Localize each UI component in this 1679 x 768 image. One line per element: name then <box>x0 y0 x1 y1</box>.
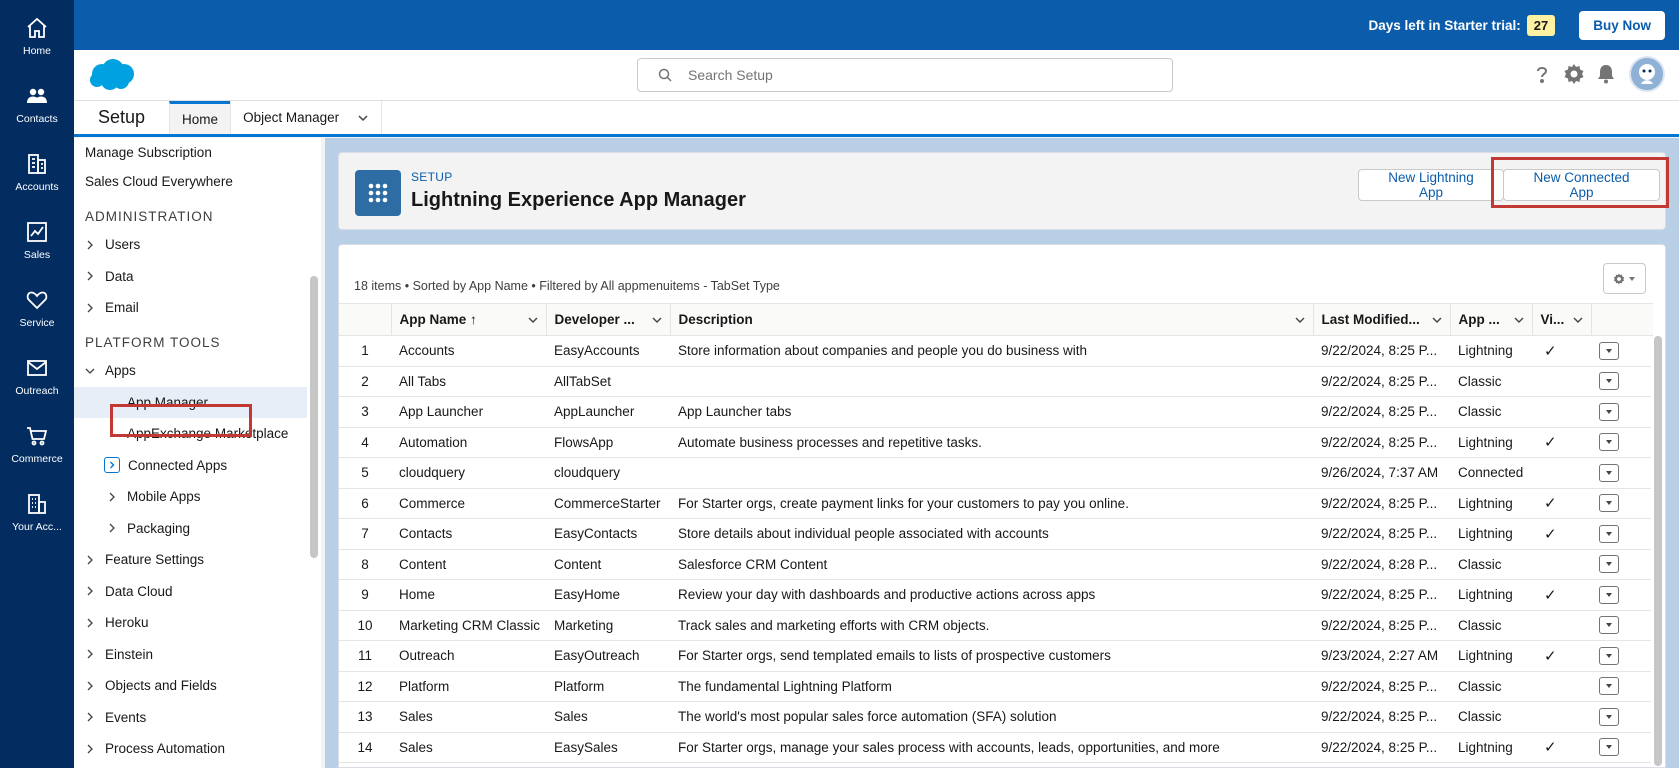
chevron-down-icon[interactable] <box>1513 314 1525 326</box>
new-lightning-app-button[interactable]: New Lightning App <box>1358 169 1504 201</box>
col-app-name[interactable] <box>391 304 546 336</box>
visible-cell: ✓ <box>1532 580 1591 611</box>
row-actions-button[interactable] <box>1599 647 1619 665</box>
row-actions-cell <box>1591 641 1653 672</box>
sidebar-tree <box>74 138 310 765</box>
sidebar-item-appexchange-marketplace[interactable] <box>74 418 310 450</box>
description-cell: For Starter orgs, send templated emails to lists of prospective customers <box>670 641 1313 672</box>
page-eyebrow: SETUP <box>411 170 453 184</box>
trial-bar <box>74 0 1679 50</box>
chevron-down-icon[interactable] <box>83 364 97 378</box>
chevron-down-icon <box>1605 621 1613 629</box>
row-number: 9 <box>339 580 391 611</box>
description-cell: Store information about companies and people you do business with <box>670 336 1313 367</box>
table-row <box>339 397 1653 428</box>
last-modified-cell: 9/22/2024, 8:25 P... <box>1313 366 1450 397</box>
developer-name-cell: EasyHome <box>546 580 670 611</box>
row-number: 6 <box>339 488 391 519</box>
row-number: 1 <box>339 336 391 367</box>
apps-table <box>339 303 1653 763</box>
app-name-cell: Accounts <box>391 336 546 367</box>
app-name-cell: App Launcher <box>391 397 546 428</box>
app-name-cell: All Tabs <box>391 366 546 397</box>
row-number: 12 <box>339 671 391 702</box>
rail-your-account[interactable] <box>0 478 74 546</box>
developer-name-cell: AppLauncher <box>546 397 670 428</box>
tab-object-manager[interactable] <box>230 101 382 134</box>
row-actions-cell <box>1591 732 1653 763</box>
new-connected-app-button[interactable]: New Connected App <box>1503 169 1660 201</box>
chevron-right-icon[interactable] <box>83 238 97 252</box>
sidebar-item-label: Mobile Apps <box>127 489 201 505</box>
header-utility-icons <box>1521 56 1665 92</box>
col-visible[interactable] <box>1532 304 1591 336</box>
chevron-down-icon[interactable] <box>1431 314 1443 326</box>
col-label: App Name ↑ <box>399 312 477 327</box>
developer-name-cell: EasyContacts <box>546 519 670 550</box>
sidebar-item-label: Objects and Fields <box>105 678 217 694</box>
col-app-type[interactable] <box>1450 304 1532 336</box>
chevron-down-icon <box>1628 275 1636 283</box>
gear-icon[interactable] <box>1563 63 1585 85</box>
avatar[interactable] <box>1629 56 1665 92</box>
rail-outreach-label: Outreach <box>15 384 59 397</box>
page-header <box>338 152 1666 230</box>
row-number: 2 <box>339 366 391 397</box>
row-actions-button[interactable] <box>1599 525 1619 543</box>
row-actions-button[interactable] <box>1599 677 1619 695</box>
app-rail <box>0 0 74 768</box>
app-name-cell: Marketing CRM Classic <box>391 610 546 641</box>
row-actions-button[interactable] <box>1599 555 1619 573</box>
page-title: Lightning Experience App Manager <box>411 189 746 211</box>
rail-your-account-label: Your Acc... <box>12 520 62 533</box>
description-cell: The world's most popular sales force automation (SFA) solution <box>670 702 1313 733</box>
main-content <box>325 138 1679 768</box>
row-actions-button[interactable] <box>1599 433 1619 451</box>
row-actions-cell <box>1591 366 1653 397</box>
accounts-icon <box>25 152 49 176</box>
rail-contacts-label: Contacts <box>16 112 58 125</box>
chevron-down-icon <box>1605 377 1613 385</box>
chevron-right-icon[interactable] <box>83 679 97 693</box>
app-type-cell: Classic <box>1450 702 1532 733</box>
app-type-cell: Classic <box>1450 671 1532 702</box>
row-actions-cell <box>1591 488 1653 519</box>
chevron-down-icon <box>1605 591 1613 599</box>
chevron-right-icon[interactable] <box>83 269 97 283</box>
sidebar-item-label: Einstein <box>105 646 154 662</box>
rail-service[interactable] <box>0 274 74 342</box>
row-actions-button[interactable] <box>1599 586 1619 604</box>
row-actions-button[interactable] <box>1599 738 1619 756</box>
setup-title: Setup <box>98 107 146 127</box>
chevron-down-icon <box>1605 347 1613 355</box>
rail-home-label: Home <box>22 44 51 57</box>
row-actions-cell <box>1591 427 1653 458</box>
row-actions-button[interactable] <box>1599 372 1619 390</box>
row-number: 11 <box>339 641 391 672</box>
chevron-right-icon[interactable] <box>83 553 97 567</box>
sidebar-item-heroku[interactable] <box>74 607 310 639</box>
chevron-down-icon[interactable] <box>1294 314 1306 326</box>
col-description[interactable] <box>670 304 1313 336</box>
app-name-cell: Sales <box>391 702 546 733</box>
visible-cell <box>1532 366 1591 397</box>
setup-sidebar <box>74 138 310 768</box>
service-icon <box>25 288 49 312</box>
sidebar-item-label: Events <box>105 709 147 725</box>
rail-sales[interactable] <box>0 206 74 274</box>
sidebar-heading-administration: ADMINISTRATION <box>85 208 214 224</box>
row-actions-cell <box>1591 549 1653 580</box>
table-row <box>339 458 1653 489</box>
app-type-cell: Lightning <box>1450 580 1532 611</box>
chevron-down-icon[interactable] <box>1572 314 1584 326</box>
row-actions-button[interactable] <box>1599 494 1619 512</box>
developer-name-cell: FlowsApp <box>546 427 670 458</box>
row-actions-cell <box>1591 702 1653 733</box>
row-actions-cell <box>1591 671 1653 702</box>
chevron-down-icon <box>1605 469 1613 477</box>
last-modified-cell: 9/22/2024, 8:25 P... <box>1313 610 1450 641</box>
table-row <box>339 488 1653 519</box>
visible-cell: ✓ <box>1532 336 1591 367</box>
chevron-right-icon[interactable] <box>83 710 97 724</box>
last-modified-cell: 9/22/2024, 8:25 P... <box>1313 427 1450 458</box>
col-row-number <box>339 304 391 336</box>
contacts-icon <box>25 84 49 108</box>
col-actions <box>1591 304 1653 336</box>
row-actions-cell <box>1591 580 1653 611</box>
visible-cell <box>1532 671 1591 702</box>
last-modified-cell: 9/23/2024, 2:27 AM <box>1313 641 1450 672</box>
description-cell: For Starter orgs, create payment links for your customers to pay you online. <box>670 488 1313 519</box>
last-modified-cell: 9/22/2024, 8:25 P... <box>1313 336 1450 367</box>
visible-cell <box>1532 549 1591 580</box>
search-icon <box>658 68 672 82</box>
sidebar-item-label: Apps <box>105 363 136 379</box>
last-modified-cell: 9/22/2024, 8:25 P... <box>1313 580 1450 611</box>
chevron-down-icon <box>1605 438 1613 446</box>
row-actions-button[interactable] <box>1599 616 1619 634</box>
chevron-right-icon[interactable] <box>83 301 97 315</box>
setup-search[interactable] <box>637 58 1173 92</box>
sidebar-item-label: Process Automation <box>105 741 226 757</box>
description-cell: Salesforce CRM Content <box>670 549 1313 580</box>
sidebar-item-label: Sales Cloud Everywhere <box>85 174 233 190</box>
row-number: 13 <box>339 702 391 733</box>
rail-outreach[interactable] <box>0 342 74 410</box>
row-number: 14 <box>339 732 391 763</box>
description-cell: The fundamental Lightning Platform <box>670 671 1313 702</box>
sidebar-item-app-manager[interactable] <box>74 387 310 419</box>
row-number: 4 <box>339 427 391 458</box>
sidebar-item-email[interactable] <box>74 292 310 324</box>
sidebar-item-label: Heroku <box>105 615 149 631</box>
visible-cell <box>1532 397 1591 428</box>
description-cell: Track sales and marketing efforts with CRM objects. <box>670 610 1313 641</box>
app-launcher-icon <box>355 170 401 216</box>
rail-home[interactable] <box>0 2 74 70</box>
tab-home[interactable] <box>169 101 230 134</box>
description-cell: App Launcher tabs <box>670 397 1313 428</box>
col-label: Vi... <box>1540 312 1565 327</box>
list-settings-button[interactable] <box>1603 263 1646 294</box>
sidebar-item-label: Email <box>105 300 139 316</box>
col-developer-name[interactable] <box>546 304 670 336</box>
developer-name-cell: AllTabSet <box>546 366 670 397</box>
table-row <box>339 336 1653 367</box>
commerce-icon <box>25 424 49 448</box>
sidebar-item-objects-and-fields[interactable] <box>74 670 310 702</box>
row-number: 8 <box>339 549 391 580</box>
last-modified-cell: 9/22/2024, 8:25 P... <box>1313 397 1450 428</box>
table-header-row <box>339 304 1653 336</box>
rail-accounts-label: Accounts <box>15 180 59 193</box>
app-type-cell: Classic <box>1450 610 1532 641</box>
table-body <box>339 336 1653 763</box>
chevron-down-icon <box>1605 408 1613 416</box>
last-modified-cell: 9/22/2024, 8:28 P... <box>1313 549 1450 580</box>
home-icon <box>25 16 49 40</box>
developer-name-cell: Sales <box>546 702 670 733</box>
app-type-cell: Lightning <box>1450 732 1532 763</box>
table-row <box>339 610 1653 641</box>
visible-cell <box>1532 702 1591 733</box>
visible-cell: ✓ <box>1532 641 1591 672</box>
app-type-cell: Classic <box>1450 366 1532 397</box>
chevron-right-icon[interactable] <box>105 490 119 504</box>
last-modified-cell: 9/22/2024, 8:25 P... <box>1313 519 1450 550</box>
chevron-down-icon <box>1605 682 1613 690</box>
app-name-cell: Contacts <box>391 519 546 550</box>
chevron-down-icon <box>1605 743 1613 751</box>
app-type-cell: Lightning <box>1450 488 1532 519</box>
salesforce-logo[interactable] <box>88 58 138 95</box>
chevron-down-icon[interactable] <box>527 314 539 326</box>
tab-object-manager-label: Object Manager <box>243 110 340 125</box>
chevron-down-icon <box>1605 560 1613 568</box>
bell-icon[interactable] <box>1595 63 1617 85</box>
app-name-cell: Home <box>391 580 546 611</box>
app-name-cell: Automation <box>391 427 546 458</box>
visible-cell <box>1532 610 1591 641</box>
developer-name-cell: Content <box>546 549 670 580</box>
row-actions-cell <box>1591 610 1653 641</box>
sidebar-heading-platform-tools: PLATFORM TOOLS <box>85 334 221 350</box>
rail-commerce-label: Commerce <box>11 452 63 465</box>
chevron-right-icon[interactable] <box>83 584 97 598</box>
trial-days-badge: 27 <box>1527 15 1555 36</box>
sidebar-item-process-automation[interactable] <box>74 733 310 765</box>
last-modified-cell: 9/22/2024, 8:25 P... <box>1313 671 1450 702</box>
visible-cell <box>1532 458 1591 489</box>
table-row <box>339 580 1653 611</box>
rail-sales-label: Sales <box>23 248 51 261</box>
sidebar-item-data[interactable] <box>74 261 310 293</box>
tab-home-label: Home <box>182 111 219 127</box>
rail-service-label: Service <box>19 316 55 329</box>
help-icon[interactable] <box>1531 63 1553 85</box>
col-label: Last Modified... <box>1321 312 1420 327</box>
table-row <box>339 519 1653 550</box>
table-row <box>339 366 1653 397</box>
sidebar-item-sales-cloud-everywhere[interactable] <box>74 166 310 198</box>
developer-name-cell: EasySales <box>546 732 670 763</box>
row-number: 5 <box>339 458 391 489</box>
app-name-cell: Outreach <box>391 641 546 672</box>
row-actions-cell <box>1591 458 1653 489</box>
trial-text: Days left in Starter trial: <box>1368 17 1521 33</box>
chevron-right-icon[interactable] <box>105 521 119 535</box>
app-name-cell: Sales <box>391 732 546 763</box>
developer-name-cell: cloudquery <box>546 458 670 489</box>
description-cell: Review your day with dashboards and productive actions across apps <box>670 580 1313 611</box>
chevron-right-icon[interactable] <box>83 616 97 630</box>
sidebar-item-label: Manage Subscription <box>85 144 212 160</box>
sidebar-item-label: Users <box>105 237 141 253</box>
last-modified-cell: 9/22/2024, 8:25 P... <box>1313 488 1450 519</box>
app-type-cell: Lightning <box>1450 427 1532 458</box>
visible-cell: ✓ <box>1532 519 1591 550</box>
app-type-cell: Classic <box>1450 397 1532 428</box>
description-cell <box>670 366 1313 397</box>
sidebar-item-mobile-apps[interactable] <box>74 481 310 513</box>
description-cell: For Starter orgs, manage your sales process with accounts, leads, opportunities, and more <box>670 732 1313 763</box>
last-modified-cell: 9/26/2024, 7:37 AM <box>1313 458 1450 489</box>
row-actions-cell <box>1591 397 1653 428</box>
col-last-modified[interactable] <box>1313 304 1450 336</box>
chevron-down-icon <box>1605 530 1613 538</box>
last-modified-cell: 9/22/2024, 8:25 P... <box>1313 732 1450 763</box>
row-actions-cell <box>1591 336 1653 367</box>
col-label: Developer ... <box>554 312 635 327</box>
developer-name-cell: CommerceStarter <box>546 488 670 519</box>
chevron-right-icon[interactable] <box>83 742 97 756</box>
developer-name-cell: Marketing <box>546 610 670 641</box>
sidebar-item-label: Connected Apps <box>128 457 228 473</box>
chevron-right-icon[interactable] <box>104 457 120 473</box>
table-scrollbar-thumb[interactable] <box>1654 336 1662 766</box>
sidebar-item-label: AppExchange Marketplace <box>127 426 289 442</box>
table-row <box>339 702 1653 733</box>
list-meta: 18 items • Sorted by App Name • Filtered by All appmenuitems - TabSet Type <box>354 279 780 293</box>
visible-cell: ✓ <box>1532 427 1591 458</box>
buy-now-button[interactable]: Buy Now <box>1579 11 1665 40</box>
sidebar-item-label: Data Cloud <box>105 583 173 599</box>
row-number: 10 <box>339 610 391 641</box>
developer-name-cell: EasyAccounts <box>546 336 670 367</box>
table-scrollbar[interactable] <box>1651 336 1665 768</box>
col-label: Description <box>678 312 753 327</box>
app-name-cell: Commerce <box>391 488 546 519</box>
chevron-down-icon <box>1605 499 1613 507</box>
sidebar-item-label: Packaging <box>127 520 191 536</box>
app-type-cell: Connected <box>1450 458 1532 489</box>
sidebar-item-events[interactable] <box>74 702 310 734</box>
rail-contacts[interactable] <box>0 70 74 138</box>
table-row <box>339 549 1653 580</box>
row-actions-button[interactable] <box>1599 342 1619 360</box>
app-type-cell: Lightning <box>1450 519 1532 550</box>
global-header <box>74 50 1679 101</box>
sidebar-item-label: App Manager <box>127 394 209 410</box>
row-number: 7 <box>339 519 391 550</box>
chevron-down-icon[interactable] <box>651 314 663 326</box>
last-modified-cell: 9/22/2024, 8:25 P... <box>1313 702 1450 733</box>
search-input[interactable] <box>688 67 1128 83</box>
table-row <box>339 732 1653 763</box>
row-actions-button[interactable] <box>1599 464 1619 482</box>
app-name-cell: Platform <box>391 671 546 702</box>
sidebar-item-manage-subscription[interactable] <box>74 138 310 166</box>
app-name-cell: cloudquery <box>391 458 546 489</box>
col-label: App ... <box>1458 312 1500 327</box>
developer-name-cell: Platform <box>546 671 670 702</box>
sidebar-item-label: Feature Settings <box>105 552 205 568</box>
description-cell: Automate business processes and repetitive tasks. <box>670 427 1313 458</box>
app-type-cell: Lightning <box>1450 641 1532 672</box>
sidebar-item-users[interactable] <box>74 229 310 261</box>
app-type-cell: Classic <box>1450 549 1532 580</box>
description-cell: Store details about individual people associated with accounts <box>670 519 1313 550</box>
table-row <box>339 427 1653 458</box>
sidebar-item-packaging[interactable] <box>74 513 310 545</box>
row-actions-button[interactable] <box>1599 708 1619 726</box>
visible-cell: ✓ <box>1532 488 1591 519</box>
row-actions-button[interactable] <box>1599 403 1619 421</box>
developer-name-cell: EasyOutreach <box>546 641 670 672</box>
chevron-right-icon[interactable] <box>83 647 97 661</box>
chevron-down-icon <box>1605 652 1613 660</box>
sidebar-item-feature-settings[interactable] <box>74 544 310 576</box>
your-account-icon <box>25 492 49 516</box>
description-cell <box>670 458 1313 489</box>
sales-icon <box>25 220 49 244</box>
app-name-cell: Content <box>391 549 546 580</box>
rail-commerce[interactable] <box>0 410 74 478</box>
sidebar-item-label: Data <box>105 268 134 284</box>
chevron-down-icon <box>1605 713 1613 721</box>
setup-nav-bar <box>74 101 1679 137</box>
rail-accounts[interactable] <box>0 138 74 206</box>
chevron-down-icon[interactable] <box>357 112 369 124</box>
app-list-card <box>338 244 1666 768</box>
sidebar-item-einstein[interactable] <box>74 639 310 671</box>
table-row <box>339 641 1653 672</box>
sidebar-scrollbar-thumb[interactable] <box>310 276 318 558</box>
sidebar-scrollbar[interactable] <box>307 138 321 768</box>
sidebar-item-apps[interactable] <box>74 355 310 387</box>
row-actions-cell <box>1591 519 1653 550</box>
sidebar-item-data-cloud[interactable] <box>74 576 310 608</box>
sidebar-item-connected-apps[interactable] <box>74 450 310 482</box>
table-row <box>339 671 1653 702</box>
outreach-icon <box>25 356 49 380</box>
gear-icon <box>1613 273 1625 285</box>
visible-cell: ✓ <box>1532 732 1591 763</box>
row-number: 3 <box>339 397 391 428</box>
app-type-cell: Lightning <box>1450 336 1532 367</box>
